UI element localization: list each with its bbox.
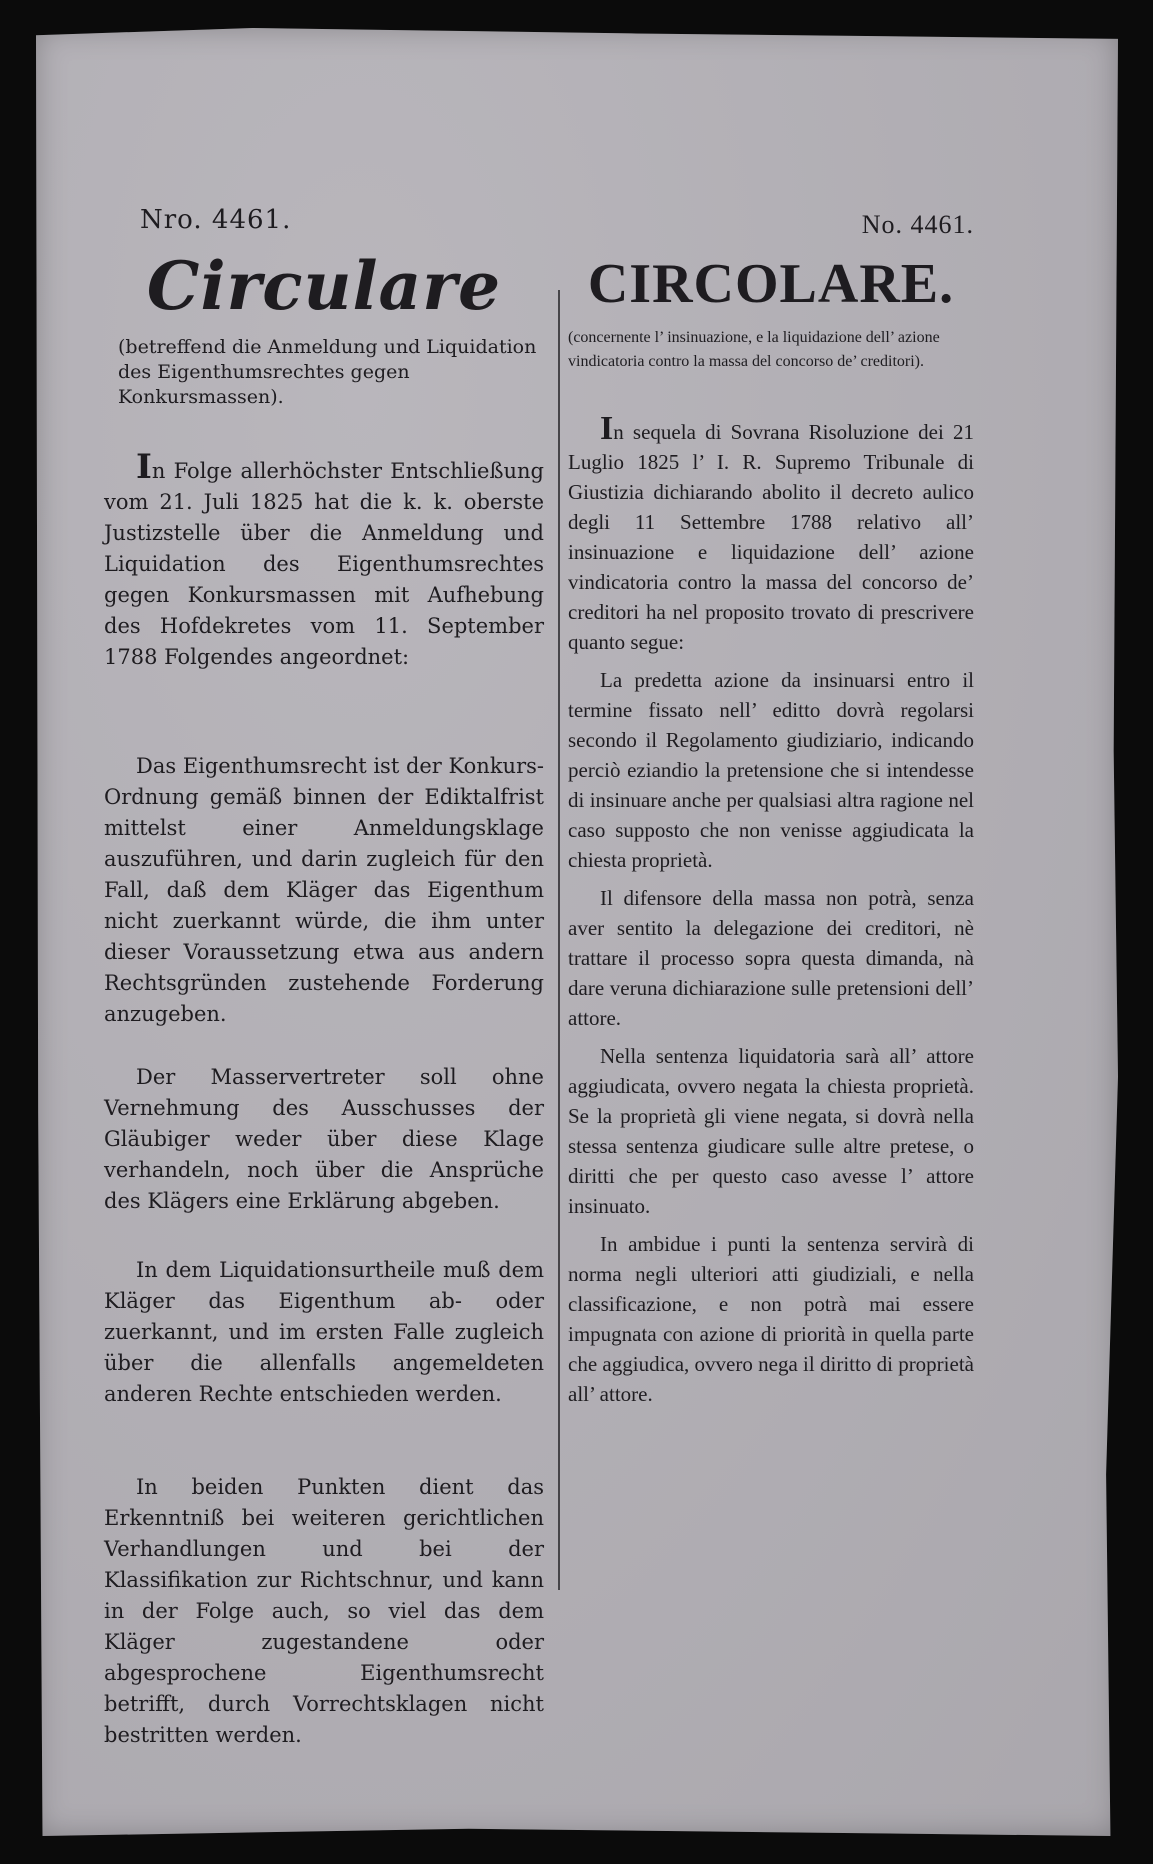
subtitle-italian: (concernente l’ insinuazione, e la liquidazione dell’ azione vindicatoria contro la massa del concorso de’ creditori).	[568, 329, 940, 370]
italian-column	[568, 210, 974, 1409]
intro-german	[104, 447, 544, 673]
document-number-italian: No. 4461.	[861, 210, 974, 239]
paragraph-german-3: In dem Liquidationsurtheile muß dem Kläger das Eigenthum ab- oder zuerkannt, und im ersten Falle zugleich über die allenfalls angemeldeten anderen Rechte entschieden werden.	[104, 1258, 544, 1406]
intro-text-german: n Folge allerhöchster Entschließung vom 21. Juli 1825 hat die k. k. oberste Justizstelle über die Anmeldung und Liquidation des Eigenthumsrechtes gegen Konkursmassen mit Aufhebung des Hofdekretes vom 11. September 1788 Folgendes angeordnet:	[104, 459, 544, 669]
title-italian: CIRCOLARE.	[587, 253, 955, 315]
paragraph-italian-4: In ambidue i punti la sentenza servirà di norma negli ulteriori atti giudiziali, e nella classificazione, e non potrà mai essere impugnata con azione di priorità in quella parte che aggiudica, ovvero nega il diritto di proprietà all’ attore.	[568, 1232, 974, 1406]
subtitle-german: (betreffend die Anmeldung und Liquidation des Eigenthumsrechtes gegen Konkursmassen).	[118, 336, 537, 408]
german-column	[104, 205, 544, 1751]
dropcap-italian: I	[600, 410, 614, 447]
intro-text-italian: n sequela di Sovrana Risoluzione dei 21 Luglio 1825 l’ I. R. Supremo Tribunale di Giustizia dichiarando abolito il decreto aulico degli 11 Settembre 1788 relativo all’ insinuazione e liquidazione dell’ azione vindicatoria contro la massa del concorso de’ creditori ha nel proposito trovato di prescrivere quanto segue:	[568, 420, 974, 654]
paragraph-italian-3: Nella sentenza liquidatoria sarà all’ attore aggiudicata, ovvero negata la chiesta proprietà. Se la proprietà gli viene negata, si dovrà nella stessa sentenza giudicare sulle altre pretese, o diritti che per questo caso avesse l’ attore insinuato.	[568, 1044, 974, 1218]
document-number-german: Nro. 4461.	[140, 205, 292, 235]
paragraph-italian-2: Il difensore della massa non potrà, senza aver sentito la delegazione dei creditori, nè trattare il processo sopra questa dimanda, nà dare veruna dichiarazione sulle pretensioni dell’ attore.	[568, 886, 974, 1030]
paragraph-italian-1: La predetta azione da insinuarsi entro il termine fissato nell’ editto dovrà regolarsi secondo il Regolamento giudiziario, indicando perciò eziandio la pretensione che si intendesse di insinuare anche per qualsiasi altra ragione nel caso supposto che non venisse aggiudicata la chiesta proprietà.	[568, 668, 974, 872]
paragraph-german-2: Der Masservertreter soll ohne Vernehmung des Ausschusses der Gläubiger weder über diese Klage verhandeln, noch über die Ansprüche des Klägers eine Erklärung abgeben.	[104, 1065, 544, 1213]
dropcap-german: I	[136, 447, 152, 487]
title-german: Circulare	[146, 247, 502, 325]
intro-italian	[568, 410, 974, 657]
paragraph-german-4: In beiden Punkten dient das Erkenntniß bei weiteren gerichtlichen Verhandlungen und bei der Klassifikation zur Richtschnur, und kann in der Folge auch, so viel das dem Kläger zugestandene oder abgesprochene Eigenthumsrecht betrifft, durch Vorrechtsklagen nicht bestritten werden.	[104, 1475, 544, 1747]
column-divider	[558, 290, 560, 1590]
paragraph-german-1: Das Eigenthumsrecht ist der Konkurs-Ordnung gemäß binnen der Ediktalfrist mittelst einer Anmeldungsklage auszuführen, und darin zugleich für den Fall, daß dem Kläger das Eigenthum nicht zuerkannt würde, die ihm unter dieser Voraussetzung etwa aus andern Rechtsgründen zustehende Forderung anzugeben.	[104, 754, 544, 1026]
